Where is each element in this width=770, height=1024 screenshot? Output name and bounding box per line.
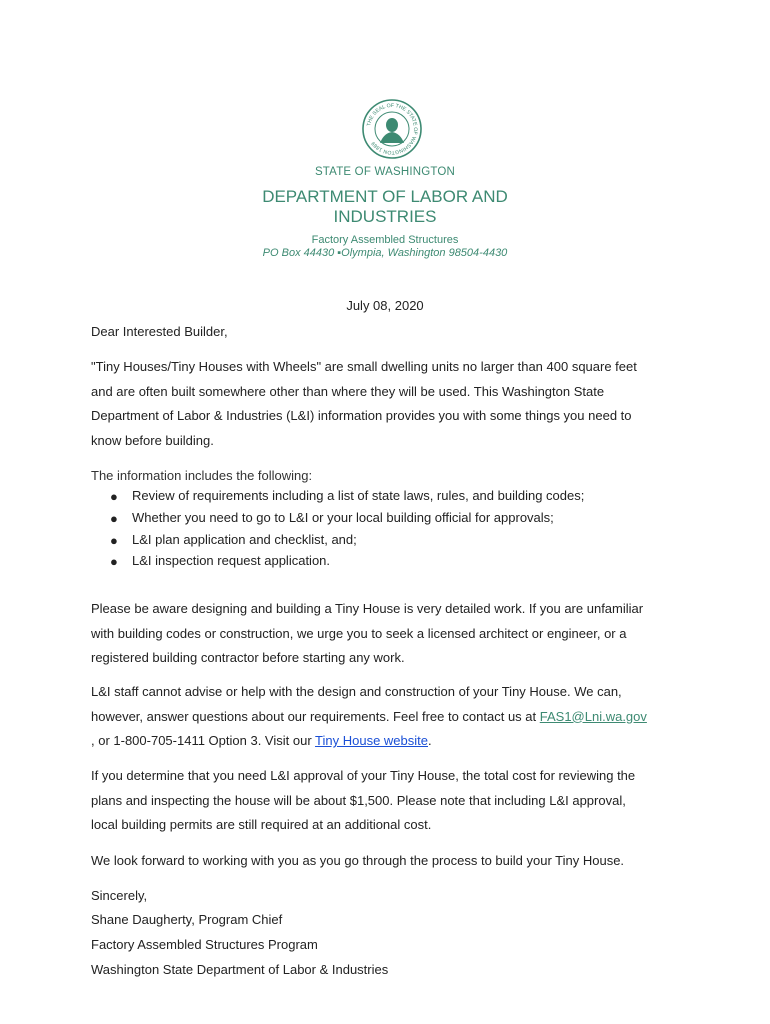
tiny-house-website-link[interactable]: Tiny House website bbox=[315, 733, 428, 748]
department-name bbox=[0, 187, 770, 227]
contact-text: L&I staff cannot advise or help with the design and construction of your Tiny House. We can, however, answer questions about our requirements. Feel free to contact us at bbox=[91, 684, 622, 724]
phone-text: , or 1-800-705-1411 Option 3. Visit our bbox=[91, 733, 316, 748]
paragraph-cost: If you determine that you need L&I approval of your Tiny House, the total cost for reviewing the plans and inspecting the house will be about $1,500. Please note that including L&I approval, local building permits are still required at an additional cost. bbox=[91, 768, 636, 832]
signature-organization: Washington State Department of Labor & Industries bbox=[91, 962, 389, 977]
list-item bbox=[91, 553, 591, 568]
seal-text: THE SEAL OF THE STATE OF WASHINGTON 1889 bbox=[366, 102, 419, 156]
list-item bbox=[91, 488, 591, 503]
state-name: STATE OF WASHINGTON bbox=[314, 166, 456, 178]
signature-name: Shane Daugherty, Program Chief bbox=[91, 912, 283, 927]
washington-state-seal bbox=[362, 99, 422, 159]
information-list bbox=[91, 488, 591, 575]
list-item-text: Review of requirements including a list of state laws, rules, and building codes; bbox=[132, 488, 585, 503]
closing: Sincerely, bbox=[91, 888, 148, 903]
list-item-text: L&I plan application and checklist, and; bbox=[132, 532, 357, 547]
email-link[interactable]: FAS1@Lni.wa.gov bbox=[539, 708, 647, 724]
signature-program: Factory Assembled Structures Program bbox=[91, 937, 318, 952]
paragraph-contact bbox=[91, 680, 651, 754]
list-heading: The information includes the following: bbox=[91, 468, 313, 483]
salutation: Dear Interested Builder, bbox=[91, 324, 228, 339]
division-name: Factory Assembled Structures bbox=[311, 234, 459, 246]
list-item bbox=[91, 510, 591, 525]
bullet-icon: ● bbox=[110, 511, 118, 526]
paragraph-professional-advice: Please be aware designing and building a Tiny House is very detailed work. If you are unfamiliar with building codes or construction, we urge you to seek a licensed architect or engineer, or a registered building contractor before starting any work. bbox=[91, 601, 644, 665]
bullet-icon: ● bbox=[110, 489, 118, 504]
letter-date: July 08, 2020 bbox=[346, 298, 424, 313]
mailing-address: PO Box 44430 ▪Olympia, Washington 98504-4430 bbox=[262, 247, 508, 259]
bullet-icon: ● bbox=[110, 554, 118, 569]
intro-paragraph: "Tiny Houses/Tiny Houses with Wheels" are small dwelling units no larger than 400 square feet and are often built somewhere other than where they will be used. This Washington State Department of Labor & Industries (L&I) information provides you with some things you need to know before building. bbox=[91, 359, 637, 448]
closing-paragraph: We look forward to working with you as you go through the process to build your Tiny House. bbox=[91, 853, 625, 868]
bullet-icon: ● bbox=[110, 533, 118, 548]
department-title: DEPARTMENT OF LABOR AND INDUSTRIES bbox=[262, 187, 508, 226]
list-item-text: L&I inspection request application. bbox=[132, 553, 331, 568]
list-item bbox=[91, 532, 591, 547]
list-item-text: Whether you need to go to L&I or your local building official for approvals; bbox=[132, 510, 554, 525]
contact-text-end: . bbox=[428, 733, 432, 748]
